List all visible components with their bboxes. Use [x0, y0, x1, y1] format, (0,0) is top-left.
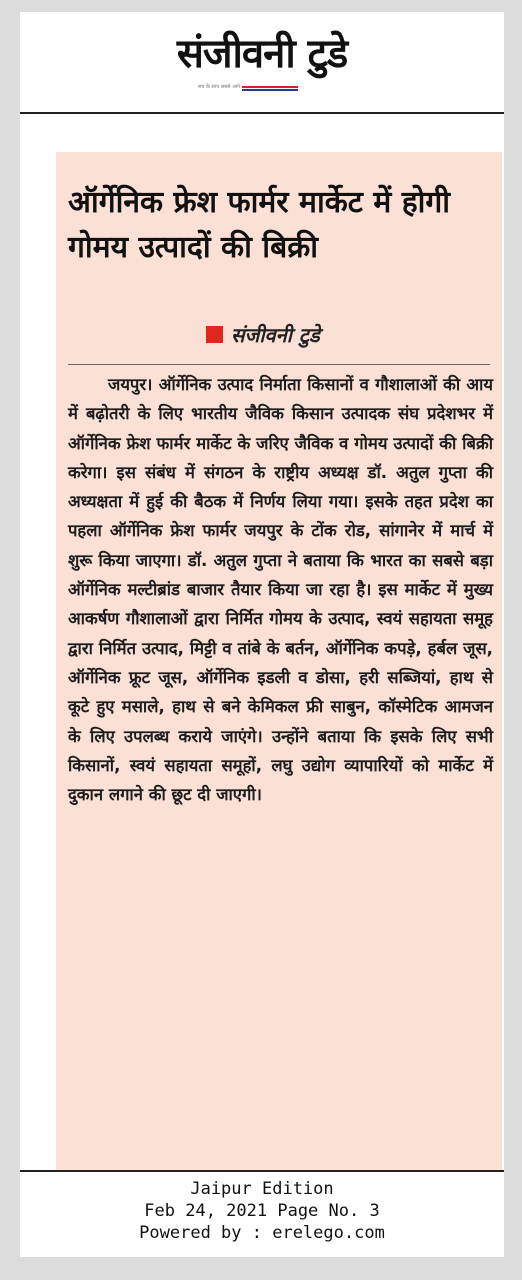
article-headline: ऑर्गेनिक फ्रेश फार्मर मार्केट में होगी गोमय उत्पादों की बिक्री: [68, 185, 451, 265]
masthead-tagline: सच के साथ सबसे आगे: [197, 84, 240, 90]
article-body: जयपुर। ऑर्गेनिक उत्पाद निर्माता किसानों व गौशालाओं की आय में बढ़ोतरी के लिए भारतीय जैविक किसान उत्पादक संघ प्रदेशभर में ऑर्गेनिक फ्रेश फार्मर मार्केट के जरिए जैविक व गोमय उत्पादों की बिक्री करेगा। इस संबंध में संगठन के राष्ट्रीय अध्यक्ष डॉ. अतुल गुप्ता की अध्यक्षता में हुई की बैठक में निर्णय लिया गया। इसके तहत प्रदेश का पहला ऑर्गेनिक फ्रेश फार्मर जयपुर के टोंक रोड, सांगानेर में मार्च में शुरू किया जाएगा। डॉ. अतुल गुप्ता ने बताया कि भारत का सबसे बड़ा ऑर्गेनिक मल्टीब्रांड बाजार तैयार किया जा रहा है। इस मार्केट में मुख्य आकर्षण गौशालाओं द्वारा निर्मित गोमय के उत्पाद, स्वयं सहायता समूह द्वारा निर्मित उत्पाद, मिट्टी व तांबे के बर्तन, ऑर्गेनिक कपड़े, हर्बल जूस, ऑर्गेनिक फ्रूट जूस, ऑर्गेनिक इडली व डोसा, हरी सब्जियां, हाथ से कूटे हुए मसाले, हाथ से बने केमिकल फ्री साबुन, कॉस्मेटिक आमजन के लिए उपलब्ध कराये जाएंगे। उन्होंने बताया कि इसके लिए सभी किसानों, स्वयं सहायता समूहों, लघु उद्योग व्यापारियों को मार्केट में दुकान लगाने की छूट दी जाएगी।: [68, 375, 493, 805]
edition-date-page: Feb 24, 2021 Page No. 3: [144, 1201, 380, 1221]
newspaper-page: [20, 12, 504, 1257]
logo-stripes: [242, 86, 298, 93]
byline-square-icon: [206, 326, 223, 343]
byline-text: संजीवनी टुडे: [231, 322, 320, 347]
newspaper-logo: संजीवनी टुडे: [176, 31, 348, 77]
bottom-divider: [20, 1170, 504, 1172]
byline-divider: [68, 364, 490, 365]
article-byline: [206, 320, 320, 348]
edition-footer: [20, 1178, 504, 1244]
edition-name: Jaipur Edition: [190, 1179, 334, 1199]
masthead: [20, 12, 504, 112]
powered-by: Powered by : erelego.com: [139, 1223, 385, 1243]
article-clipping: [56, 152, 502, 1172]
top-divider: [20, 112, 504, 114]
